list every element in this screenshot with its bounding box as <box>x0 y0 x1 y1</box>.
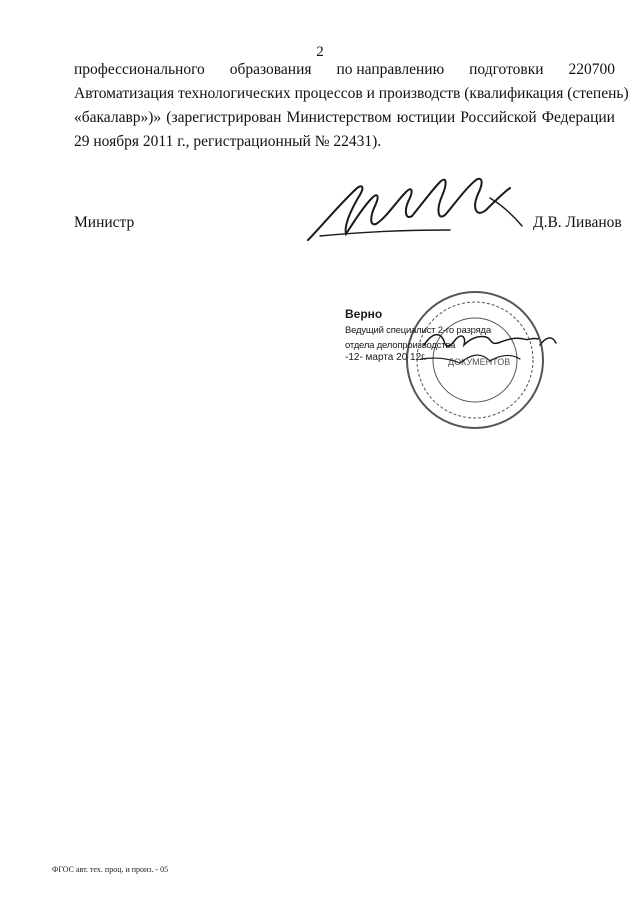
specialist-signature <box>420 327 610 377</box>
body-line-1 <box>74 58 615 82</box>
minister-name: Д.В. Ливанов <box>533 214 622 231</box>
body-word: Федерации <box>541 109 615 126</box>
verification-date: -12- марта 20 12г. <box>345 352 427 363</box>
body-line-4: 29 ноября 2011 г., регистрационный № 22431). <box>74 133 382 150</box>
body-word: профессионального <box>74 61 205 78</box>
body-line-3 <box>74 106 615 130</box>
verification-title: Верно <box>345 307 383 321</box>
minister-signature <box>300 168 540 248</box>
verification-position: Ведущий специалист 2-го разряда <box>345 325 491 336</box>
body-word: «бакалавр»)» <box>74 109 162 126</box>
body-paragraph <box>74 58 629 154</box>
body-word: Министерством <box>286 109 392 126</box>
body-word: Российской <box>460 109 537 126</box>
footer-code: ФГОС авт. тех. проц. и произ. - 05 <box>52 865 169 874</box>
verification-department: отдела делопроизводства <box>345 340 456 351</box>
body-word: по направлению <box>336 61 445 78</box>
body-word: 220700 <box>568 61 615 78</box>
body-word: (зарегистрирован <box>166 109 282 126</box>
stamp-text: ДОКУМЕНТОВ <box>448 357 511 367</box>
minister-title: Министр <box>74 214 135 231</box>
body-word: подготовки <box>469 61 544 78</box>
body-line-2: Автоматизация технологических процессов и производств (квалификация (степень) <box>74 85 629 102</box>
body-word: образования <box>229 61 312 78</box>
body-word: юстиции <box>396 109 456 126</box>
page-number: 2 <box>316 44 324 60</box>
